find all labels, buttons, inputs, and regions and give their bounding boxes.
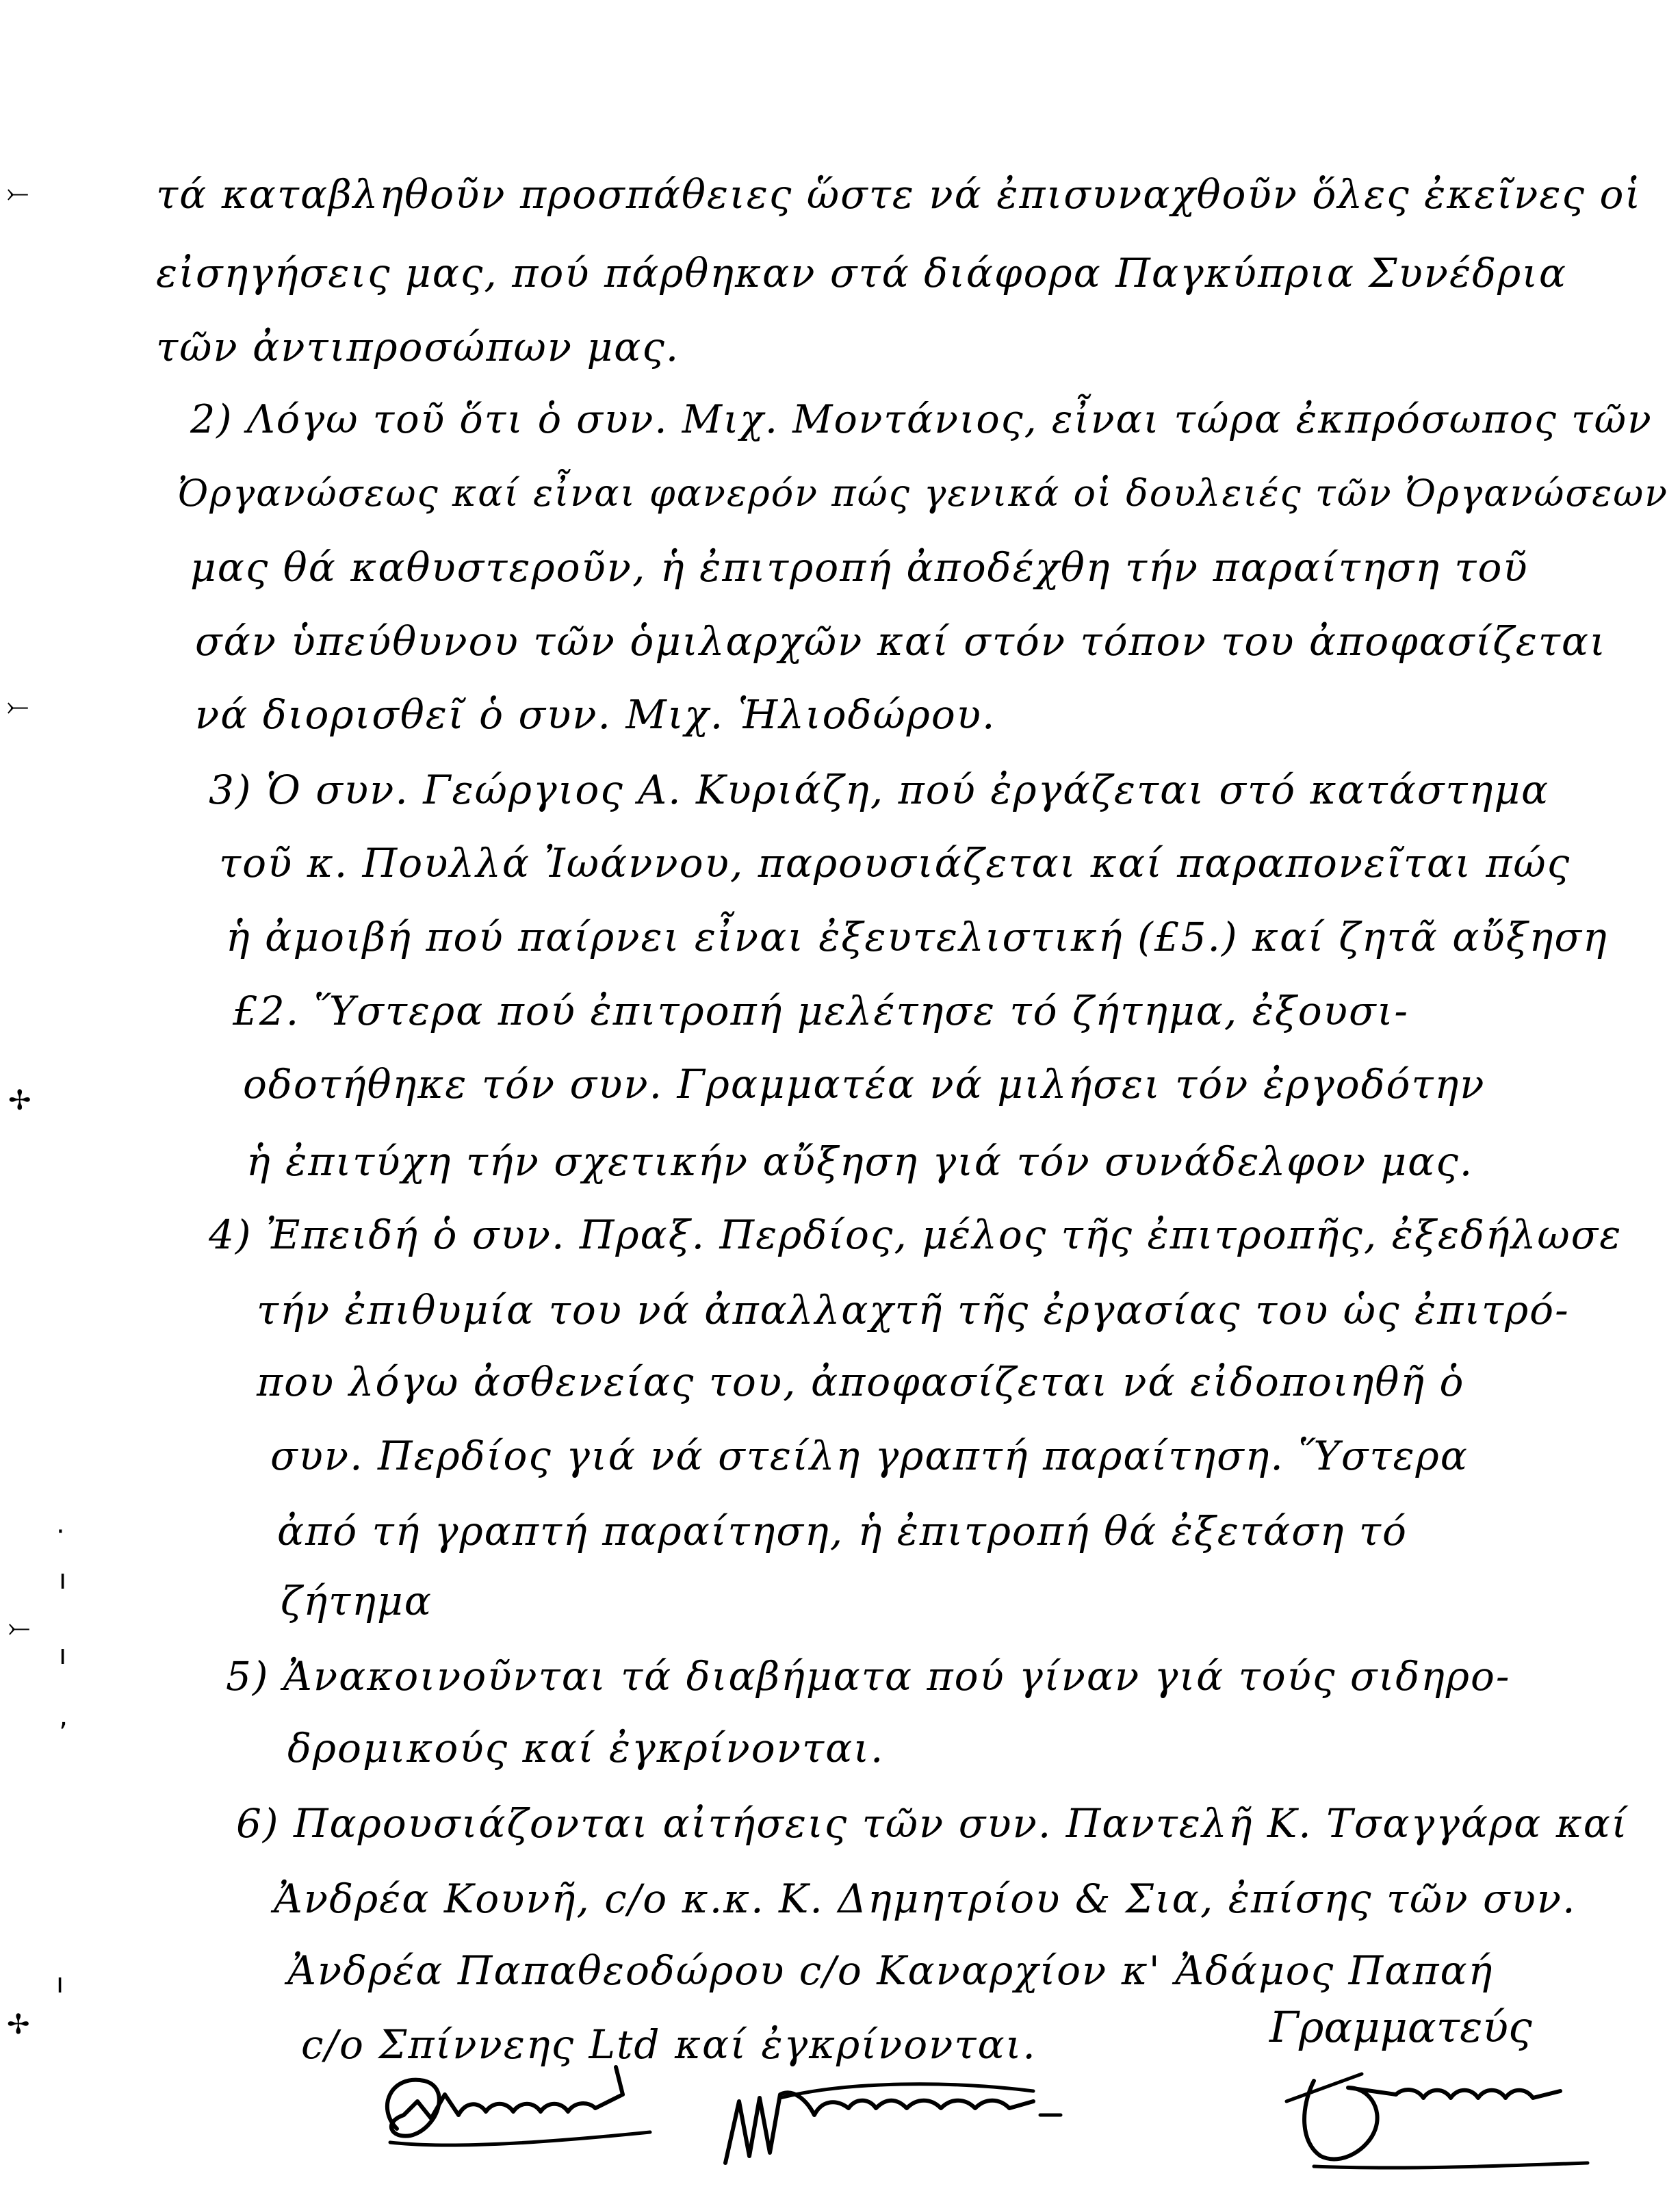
- margin-tick-mark: ı: [56, 1968, 64, 1999]
- text-line: ἀπό τή γραπτή παραίτηση, ἡ ἐπιτροπή θά ἐξετάση τό: [277, 1508, 1408, 1554]
- text-line: 6) Παρουσιάζονται αἰτήσεις τῶν συν. Παντελῆ Κ. Τσαγγάρα καί: [236, 1800, 1629, 1847]
- secretary-title: Γραμματεύς: [1269, 2002, 1532, 2052]
- text-line: ἡ ἀμοιβή πού παίρνει εἶναι ἐξευτελιστική (£5.) καί ζητᾶ αὔξηση: [226, 914, 1608, 960]
- text-line: 2) Λόγω τοῦ ὅτι ὁ συν. Μιχ. Μοντάνιος, εἶναι τώρα ἐκπρόσωπος τῶν: [190, 397, 1653, 442]
- margin-arrow-mark: ⤚: [8, 1612, 30, 1643]
- text-line: τά καταβληθοῦν προσπάθειες ὥστε νά ἐπισυναχθοῦν ὅλες ἐκεῖνες οἱ: [156, 171, 1642, 218]
- text-line: μας θά καθυστεροῦν, ἡ ἐπιτροπή ἀποδέχθη τήν παραίτηση τοῦ: [190, 544, 1529, 591]
- text-line: Ὀργανώσεως καί εἶναι φανερόν πώς γενικά οἱ δουλειές τῶν Ὀργανώσεων: [178, 472, 1669, 515]
- margin-arrow-mark: ⤚: [7, 691, 29, 722]
- margin-tick-mark: ı: [59, 1564, 67, 1596]
- text-line: ἡ ἐπιτύχη τήν σχετικήν αὔξηση γιά τόν συνάδελφον μας.: [246, 1138, 1474, 1185]
- text-line: σάν ὑπεύθυνου τῶν ὁμιλαρχῶν καί στόν τόπον του ἀποφασίζεται: [195, 618, 1607, 665]
- text-line: δρομικούς καί ἐγκρίνονται.: [287, 1725, 885, 1771]
- text-line: 5) Ἀνακοινοῦνται τά διαβήματα πού γίναν γιά τούς σιδηρο-: [226, 1653, 1511, 1700]
- text-line: τήν ἐπιθυμία του νά ἀπαλλαχτῆ τῆς ἐργασίας του ὡς ἐπιτρό-: [257, 1287, 1570, 1333]
- text-line: τοῦ κ. Πουλλά Ἰωάννου, παρουσιάζεται καί παραπονεῖται πώς: [219, 840, 1571, 886]
- margin-star-mark: ✢: [7, 2009, 30, 2040]
- text-line: που λόγω ἀσθενείας του, ἀποφασίζεται νά εἰδοποιηθῆ ὁ: [257, 1359, 1465, 1405]
- margin-dot-mark: ·: [56, 1516, 65, 1548]
- signature-2: [712, 2060, 1068, 2177]
- text-line: 3) Ὁ συν. Γεώργιος Α. Κυριάζη, πού ἐργάζεται στό κατάστημα: [209, 767, 1550, 813]
- text-line: εἰσηγήσεις μας, πού πάρθηκαν στά διάφορα Παγκύπρια Συνέδρια: [156, 250, 1568, 296]
- signature-1: [370, 2053, 664, 2156]
- text-line: τῶν ἀντιπροσώπων μας.: [156, 324, 680, 370]
- text-line: 4) Ἐπειδή ὁ συν. Πραξ. Περδίος, μέλος τῆς ἐπιτροπῆς, ἐξεδήλωσε: [209, 1212, 1623, 1258]
- text-line: οδοτήθηκε τόν συν. Γραμματέα νά μιλήσει τόν ἐργοδότην: [243, 1061, 1486, 1107]
- text-line: c/o Σπίννεης Ltd καί ἐγκρίνονται.: [301, 2021, 1037, 2068]
- margin-dot-mark: ‚: [59, 1701, 68, 1732]
- margin-tick-mark: ı: [59, 1639, 67, 1671]
- text-line: συν. Περδίος γιά νά στείλη γραπτή παραίτηση. Ὕστερα: [270, 1433, 1469, 1479]
- text-line: ζήτημα: [281, 1578, 432, 1624]
- margin-star-mark: ✢: [8, 1085, 31, 1116]
- margin-arrow-mark: ⤚: [7, 177, 29, 209]
- signature-3: [1273, 2053, 1601, 2177]
- text-line: Ἀνδρέα Παπαθεοδώρου c/o Καναρχίον κ' Ἀδάμος Παπαή: [287, 1947, 1494, 1994]
- text-line: Ἀνδρέα Κουνῆ, c/o κ.κ. Κ. Δημητρίου & Σια, ἐπίσης τῶν συν.: [274, 1875, 1577, 1922]
- text-line: νά διορισθεῖ ὁ συν. Μιχ. Ἡλιοδώρου.: [195, 691, 996, 738]
- text-line: £2. Ὕστερα πού ἐπιτροπή μελέτησε τό ζήτημα, ἐξουσι-: [233, 988, 1409, 1034]
